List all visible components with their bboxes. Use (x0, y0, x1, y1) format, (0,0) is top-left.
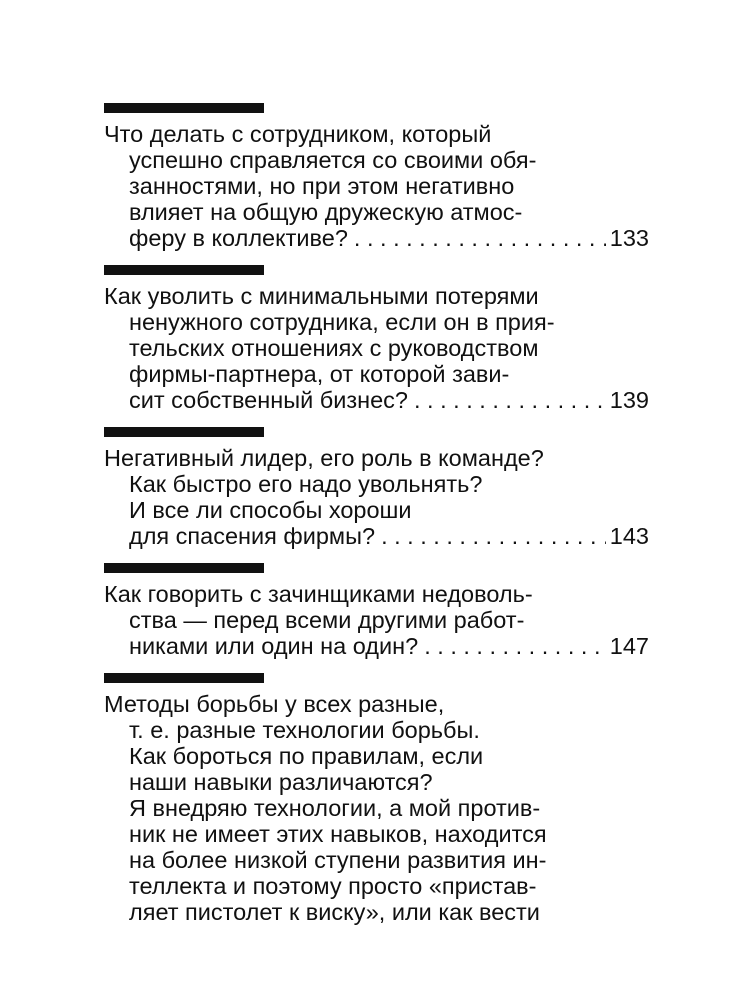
entry-title-line: ник не имеет этих навыков, находится (129, 821, 547, 847)
entry-title-end: для спасения фирмы? (129, 523, 376, 549)
section-rule (104, 673, 264, 683)
toc-entry[interactable] (104, 265, 649, 413)
entry-last-line (104, 225, 649, 251)
page-number[interactable]: 143 (609, 523, 649, 549)
entry-title-line: т. е. разные технологии борьбы. (129, 717, 480, 743)
entry-title-line: теллекта и поэтому просто «пристав- (129, 873, 537, 899)
entry-last-line (104, 523, 649, 549)
entry-title-line: Как бороться по правилам, если (129, 743, 484, 769)
page-number[interactable]: 147 (609, 633, 649, 659)
toc-entry[interactable] (104, 563, 649, 659)
section-rule (104, 563, 264, 573)
entry-title-line: влияет на общую дружескую атмос- (129, 199, 523, 225)
table-of-contents (104, 103, 649, 925)
toc-entry[interactable] (104, 103, 649, 251)
entry-title-line: ства — перед всеми другими работ- (129, 607, 525, 633)
entry-title-end: сит собственный бизнес? (129, 387, 408, 413)
dot-leader (418, 633, 606, 659)
entry-title-line: ляет пистолет к виску», или как вести (129, 899, 540, 925)
page-number[interactable]: 139 (609, 387, 649, 413)
entry-title-line: успешно справляется со своими обя- (129, 147, 537, 173)
entry-title-line: занностями, но при этом негативно (129, 173, 515, 199)
section-rule (104, 427, 264, 437)
entry-title-line: Как быстро его надо увольнять? (129, 471, 483, 497)
section-rule (104, 265, 264, 275)
entry-title-line: Что делать с сотрудником, который (104, 121, 492, 147)
section-rule (104, 103, 264, 113)
entry-title-line: Как уволить с минимальными потерями (104, 283, 539, 309)
entry-title-line: фирмы-партнера, от которой зави- (129, 361, 510, 387)
toc-entry[interactable] (104, 427, 649, 549)
entry-title-line: Методы борьбы у всех разные, (104, 691, 445, 717)
dot-leader (348, 225, 606, 251)
dot-leader (408, 387, 606, 413)
toc-entry[interactable] (104, 673, 634, 925)
entry-title-line: Негативный лидер, его роль в команде? (104, 445, 544, 471)
entry-title-end: феру в коллективе? (129, 225, 348, 251)
entry-last-line (104, 387, 649, 413)
entry-last-line (104, 633, 649, 659)
entry-title-line: И все ли способы хороши (129, 497, 412, 523)
entry-title-line: на более низкой ступени развития ин- (129, 847, 547, 873)
entry-title-line: Как говорить с зачинщиками недоволь- (104, 581, 533, 607)
entry-title-line: ненужного сотрудника, если он в прия- (129, 309, 555, 335)
dot-leader (375, 523, 606, 549)
entry-title-line: тельских отношениях с руководством (129, 335, 539, 361)
entry-title-line: Я внедряю технологии, а мой против- (129, 795, 541, 821)
page-number[interactable]: 133 (609, 225, 649, 251)
entry-title-line: наши навыки различаются? (129, 769, 433, 795)
entry-title-end: никами или один на один? (129, 633, 419, 659)
